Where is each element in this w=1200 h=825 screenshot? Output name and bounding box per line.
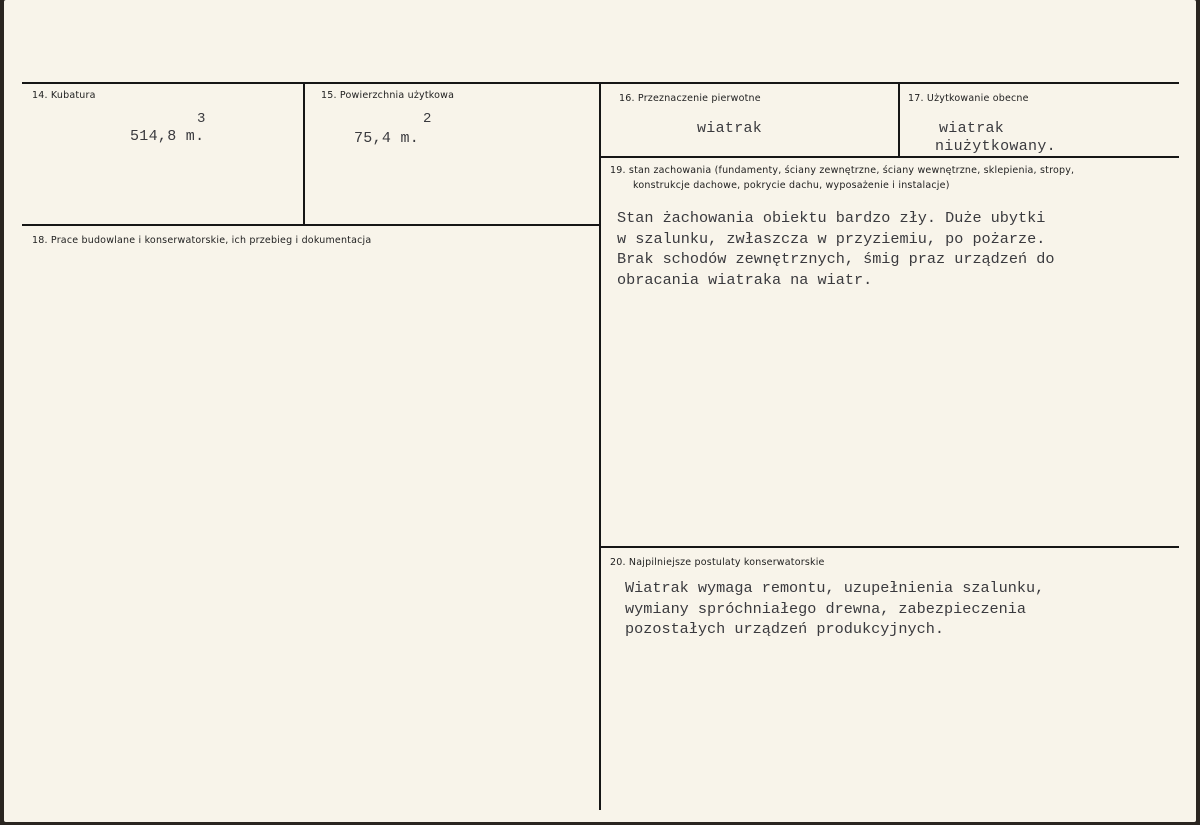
- kubatura-value: 514,8 m.: [130, 128, 205, 145]
- stan-text-line: Brak schodów zewnętrznych, śmig praz urządzeń do: [617, 250, 1055, 268]
- postulaty-label: 20. Najpilniejsze postulaty konserwatorskie: [610, 557, 825, 568]
- stan-text-line: w szalunku, zwłaszcza w przyziemiu, po pożarze.: [617, 229, 1046, 248]
- stan-text: [617, 208, 1054, 290]
- uzytkowanie-value-line1: wiatrak: [939, 120, 1005, 137]
- divider-14-15: [303, 83, 305, 226]
- stan-label-line2: konstrukcje dachowe, pokrycie dachu, wyposażenie i instalacje): [633, 180, 950, 191]
- uzytkowanie-label: 17. Użytkowanie obecne: [908, 93, 1029, 104]
- postulaty-text-line: wymiany spróchniałego drewna, zabezpieczenia: [625, 599, 1027, 618]
- divider-15-16: [599, 83, 601, 810]
- postulaty-text-line: pozostałych urządzeń produkcyjnych.: [625, 620, 944, 638]
- divider-16-17: [898, 83, 900, 156]
- postulaty-text: [625, 578, 1044, 640]
- stan-label-line1: 19. stan zachowania (fundamenty, ściany zewnętrzne, ściany wewnętrzne, sklepienia, stropy,: [610, 165, 1075, 176]
- stan-text-line: Stan żachowania obiektu bardzo zły. Duże ubytki: [617, 209, 1046, 227]
- przeznaczenie-label: 16. Przeznaczenie pierwotne: [619, 93, 761, 104]
- postulaty-text-line: Wiatrak wymaga remontu, uzupełnienia szalunku,: [625, 579, 1045, 597]
- prace-label: 18. Prace budowlane i konserwatorskie, ich przebieg i dokumentacja: [32, 235, 372, 246]
- powierzchnia-exponent: 2: [423, 111, 432, 127]
- przeznaczenie-value: wiatrak: [697, 120, 763, 137]
- stan-text-line: obracania wiatraka na wiatr.: [617, 270, 873, 289]
- uzytkowanie-value-line2: niużytkowany.: [935, 138, 1056, 155]
- rule-above-20: [600, 546, 1179, 548]
- powierzchnia-value: 75,4 m.: [354, 130, 420, 147]
- powierzchnia-label: 15. Powierzchnia użytkowa: [321, 90, 455, 101]
- rule-below-16-17: [600, 156, 1179, 158]
- kubatura-exponent: 3: [197, 111, 206, 127]
- rule-below-14-15: [22, 224, 600, 226]
- kubatura-label: 14. Kubatura: [32, 90, 96, 101]
